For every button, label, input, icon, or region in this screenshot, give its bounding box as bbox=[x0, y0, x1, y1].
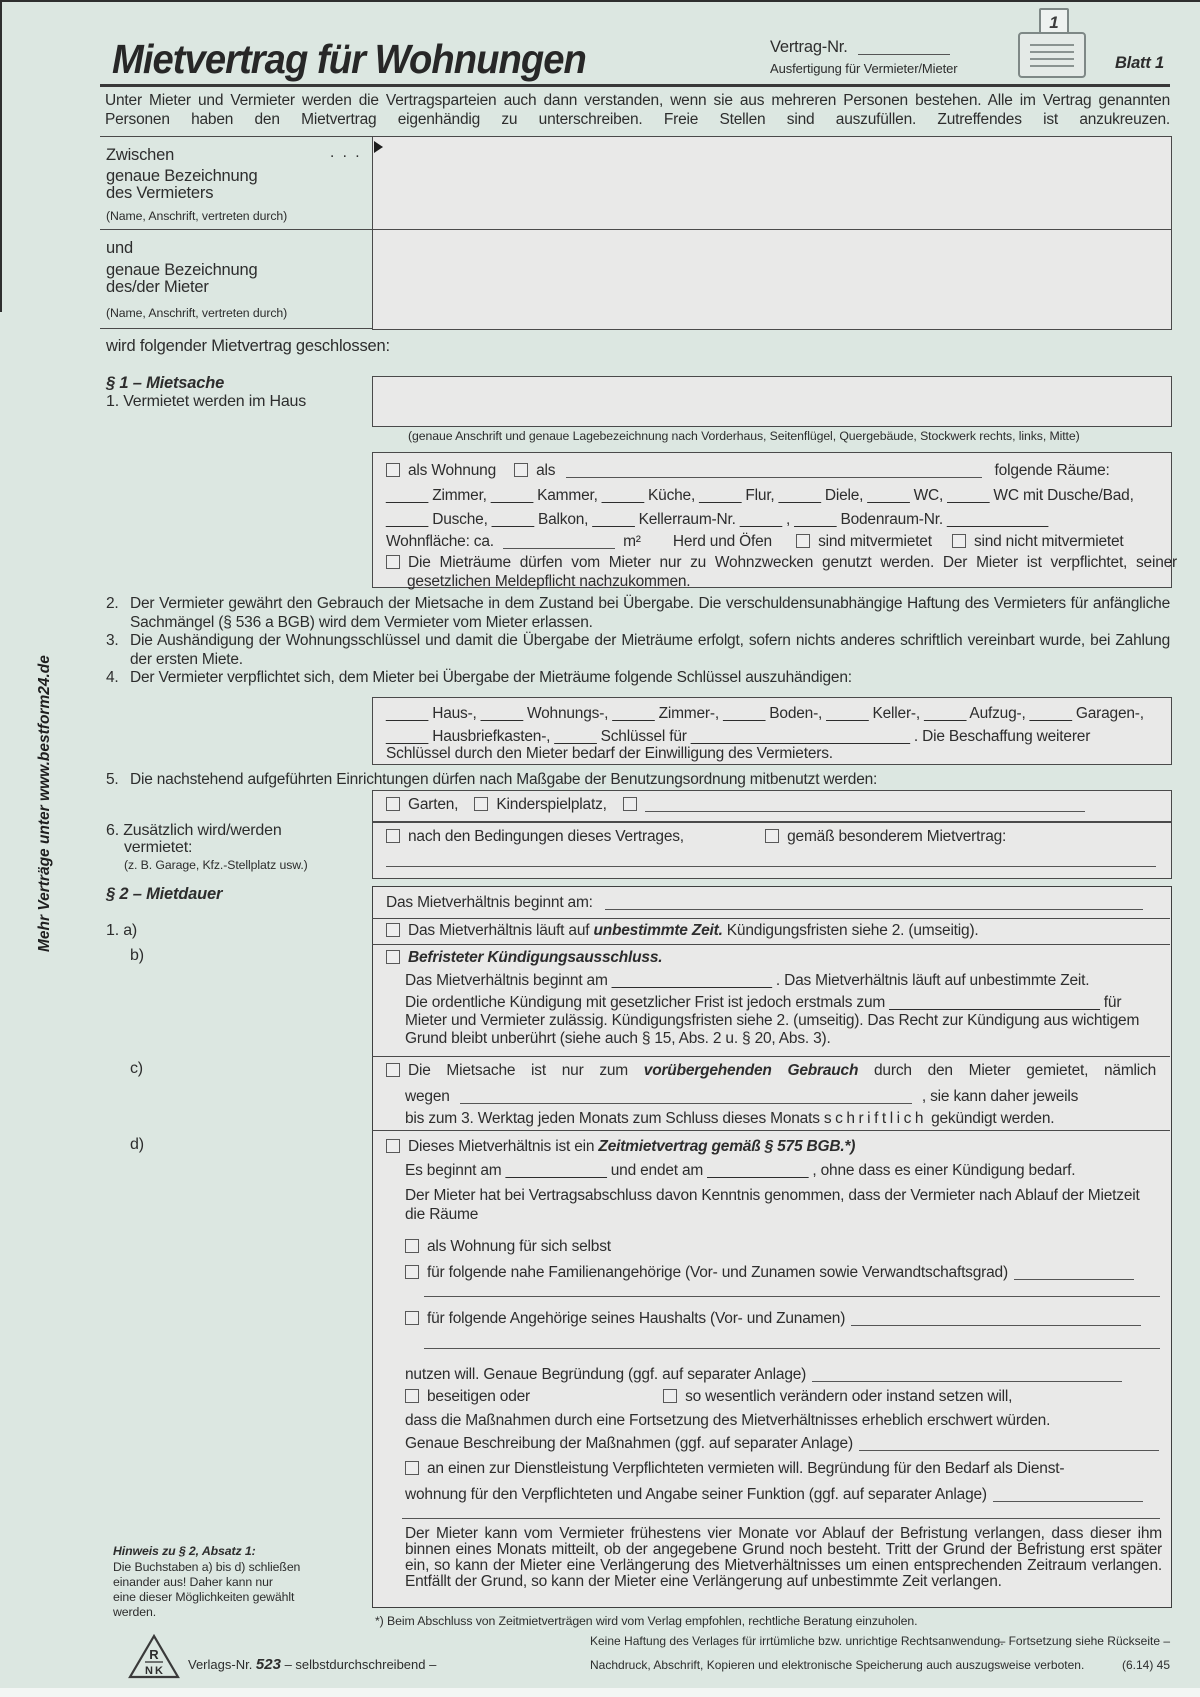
verlag-pre: Verlags-Nr. bbox=[188, 1657, 256, 1672]
p3-number: 3. bbox=[106, 632, 119, 649]
blank-field[interactable] bbox=[859, 1438, 1159, 1451]
mieter-hint: (Name, Anschrift, vertreten durch) bbox=[106, 306, 288, 320]
c-pre: Die Mietsache ist nur zum bbox=[408, 1062, 644, 1079]
mitvermietet-label: sind mitvermietet bbox=[818, 533, 932, 550]
als-label: als bbox=[536, 462, 556, 479]
b-paragraph: Die ordentliche Kündigung mit gesetzlicher Frist ist jedoch erstmals zum _________________________ für Mieter und Vermieter zulässig. Kündigungsfristen siehe 2. (umseitig). Das Recht zur Kündigung aus wichtigem Grund bleibt unberührt (siehe auch § 15, Abs. 2 u. § 20, Abs. 3). bbox=[405, 994, 1140, 1047]
rooms-line4 bbox=[386, 533, 1124, 552]
option-c-label: c) bbox=[130, 1060, 143, 1077]
d-cb5-label: so wesentlich verändern oder instand setzen will, bbox=[685, 1388, 1013, 1405]
p2-text: Der Vermieter gewährt den Gebrauch der Mietsache in dem Zustand bei Übergabe. Die verschuldensunabhängige Haftung des Vermieters für anfängliche Sachmängel (§ 536 a BGB) wird dem Vermieter vom Mieter erlassen. bbox=[130, 595, 1170, 631]
d-bold: Zeitmietvertrag gemäß § 575 BGB.*) bbox=[598, 1138, 856, 1155]
dots-label: . . . bbox=[330, 144, 362, 161]
hinweis-title: Hinweis zu § 2, Absatz 1: bbox=[113, 1544, 256, 1558]
haftung-text: Keine Haftung des Verlages für irrtümliche bzw. unrichtige Rechtsanwendung. bbox=[590, 1634, 1004, 1648]
c-line2-post: , sie kann daher jeweils bbox=[921, 1088, 1079, 1105]
d-option3-row bbox=[405, 1310, 1141, 1329]
blank-field[interactable] bbox=[386, 866, 1156, 867]
blatt-label: Blatt 1 bbox=[1114, 54, 1164, 72]
checkbox-icon[interactable] bbox=[386, 797, 400, 811]
section-divider bbox=[100, 229, 372, 230]
und-label: und bbox=[106, 239, 133, 257]
garten-label: Garten, bbox=[408, 796, 459, 813]
vermieter-input-box[interactable] bbox=[372, 136, 1172, 231]
vertrag-nr-field[interactable] bbox=[858, 42, 950, 55]
blank-field[interactable] bbox=[812, 1369, 1122, 1382]
checkbox-icon[interactable] bbox=[386, 923, 400, 937]
blank-field[interactable] bbox=[1014, 1267, 1134, 1280]
a-post: Kündigungsfristen siehe 2. (umseitig). bbox=[722, 922, 979, 939]
checkbox-icon[interactable] bbox=[765, 829, 779, 843]
blank-field[interactable] bbox=[851, 1313, 1141, 1326]
c-line3 bbox=[405, 1110, 1054, 1129]
c-line3-post: gekündigt werden. bbox=[926, 1110, 1055, 1127]
d-line2: Der Mieter hat bei Vertragsabschluss davon Kenntnis genommen, dass der Vermieter nach Ablauf der Mietzeit die Räume bbox=[405, 1187, 1140, 1223]
verlag-row bbox=[188, 1656, 436, 1673]
item6-label-line1: 6. Zusätzlich wird/werden bbox=[106, 822, 282, 839]
verlag-post: – selbstdurchschreibend – bbox=[280, 1657, 437, 1672]
p5-text: Die nachstehend aufgeführten Einrichtungen dürfen nach Maßgabe der Benutzungsordnung mitbenutzt werden: bbox=[130, 771, 878, 788]
checkbox-icon[interactable] bbox=[405, 1239, 419, 1253]
d-option4 bbox=[405, 1388, 659, 1407]
printer-line-icon bbox=[1030, 51, 1074, 53]
option-d-heading-row bbox=[386, 1138, 855, 1157]
rooms-line5 bbox=[386, 554, 1177, 591]
option-b-label: b) bbox=[130, 947, 144, 964]
folgende-raeume-label: folgende Räume: bbox=[994, 462, 1110, 479]
svg-text:NK: NK bbox=[145, 1665, 165, 1677]
mieter-label-line1: genaue Bezeichnung bbox=[106, 261, 258, 279]
d-line3-row bbox=[405, 1366, 1122, 1385]
beginn-row bbox=[386, 894, 1143, 913]
printer-line-icon bbox=[1030, 58, 1074, 60]
copy-number: 1 bbox=[1049, 13, 1059, 32]
option-d-label: d) bbox=[130, 1136, 144, 1153]
arrow-marker-icon bbox=[374, 141, 383, 153]
vermieter-hint: (Name, Anschrift, vertreten durch) bbox=[106, 209, 288, 223]
checkbox-icon[interactable] bbox=[796, 534, 810, 548]
checkbox-icon[interactable] bbox=[474, 797, 488, 811]
garten-line bbox=[386, 796, 1085, 815]
p3-text: Die Aushändigung der Wohnungsschlüssel und damit die Übergabe der Mieträume erfolgt, sofern nichts anderes schriftlich vereinbart wurde, bei Zahlung der ersten Miete. bbox=[130, 632, 1170, 668]
option-b-heading-row bbox=[386, 949, 662, 968]
hinweis-line: einander aus! Daher kann nur bbox=[113, 1575, 273, 1589]
checkbox-icon[interactable] bbox=[386, 1139, 400, 1153]
checkbox-icon[interactable] bbox=[405, 1265, 419, 1279]
d-pre: Dieses Mietverhältnis ist ein bbox=[408, 1138, 599, 1155]
blank-field[interactable] bbox=[645, 799, 1085, 812]
nachdruck-text: Nachdruck, Abschrift, Kopieren und elektronische Speicherung auch auszugsweise verboten. bbox=[590, 1658, 1085, 1672]
item6-hint: (z. B. Garage, Kfz.-Stellplatz usw.) bbox=[124, 858, 308, 872]
header-rule bbox=[100, 84, 1170, 87]
svg-text:R: R bbox=[149, 1647, 159, 1662]
printer-line-icon bbox=[1030, 65, 1074, 67]
checkbox-icon[interactable] bbox=[386, 463, 400, 477]
p4-text: Der Vermieter verpflichtet sich, dem Mieter bei Übergabe der Mieträume folgende Schlüssel auszuhändigen: bbox=[130, 669, 852, 686]
footnote-text: *) Beim Abschluss von Zeitmietverträgen wird vom Verlag empfohlen, rechtliche Beratung einzuholen. bbox=[375, 1614, 918, 1628]
edition-code: (6.14) 45 bbox=[1121, 1658, 1170, 1672]
d-cb6-line1-label: an einen zur Dienstleistung Verpflichteten vermieten will. Begründung für den Bedarf als Dienst- bbox=[427, 1460, 1065, 1477]
d-line3-label: nutzen will. Genaue Begründung (ggf. auf separater Anlage) bbox=[405, 1366, 807, 1383]
checkbox-icon[interactable] bbox=[386, 1063, 400, 1077]
rnk-logo bbox=[128, 1634, 180, 1680]
item1-label: 1. Vermietet werden im Haus bbox=[106, 393, 307, 410]
p5-number: 5. bbox=[106, 771, 119, 788]
mieter-input-box[interactable] bbox=[372, 229, 1172, 330]
vermieter-label-line2: des Vermieters bbox=[106, 184, 214, 202]
d-line5-row bbox=[405, 1435, 1159, 1454]
d-cb2-label: für folgende nahe Familienangehörige (Vor- und Zunamen sowie Verwandtschaftsgrad) bbox=[427, 1264, 1008, 1281]
option-c-row bbox=[386, 1062, 1156, 1081]
hinweis-line: werden. bbox=[113, 1605, 157, 1619]
blank-field[interactable] bbox=[402, 1518, 1160, 1519]
d-cb6-line2-label: wohnung für den Verpflichteten und Angabe seiner Funktion (ggf. auf separater Anlage) bbox=[405, 1486, 987, 1503]
checkbox-icon[interactable] bbox=[386, 555, 400, 569]
verlag-number: 523 bbox=[255, 1656, 281, 1673]
zwischen-label: Zwischen bbox=[106, 146, 175, 164]
a-bold: unbestimmte Zeit. bbox=[593, 922, 723, 939]
blank-field[interactable] bbox=[993, 1489, 1143, 1502]
vermieter-label-line1: genaue Bezeichnung bbox=[106, 167, 258, 185]
option-a-label: 1. a) bbox=[106, 922, 138, 939]
item6-label-line2: vermietet: bbox=[124, 839, 193, 856]
b-heading: Befristeter Kündigungsausschluss. bbox=[408, 949, 663, 966]
house-caption: (genaue Anschrift und genaue Lagebezeichnung nach Vorderhaus, Seitenflügel, Quergebäude, Stockwerk rechts, links, Mitte) bbox=[408, 429, 1080, 443]
copy-page-icon bbox=[1018, 8, 1088, 78]
zusatz-line bbox=[386, 828, 1006, 847]
beginn-date-field[interactable] bbox=[605, 897, 1143, 910]
d-paragraph: Der Mieter kann vom Vermieter frühestens vier Monate vor Ablauf der Befristung verlangen, dass dieser ihm binnen eines Monats mitteilt, ob der angegebene Grund noch besteht. Tritt der Grund der Befristung erst später ein, so kann der Mieter eine Verlängerung des Mietverhältnisses um einen entsprechenden Zeitraum verlangen. Entfällt der Grund, so kann der Mieter eine Verlängerung auf unbestimmte Zeit verlangen. bbox=[405, 1525, 1162, 1590]
besonderer-mietvertrag-label: gemäß besonderem Mietvertrag: bbox=[787, 828, 1007, 845]
als-wohnung-label: als Wohnung bbox=[408, 462, 496, 479]
mieter-label-line2: des/der Mieter bbox=[106, 278, 209, 296]
keys-line1: _____ Haus-, _____ Wohnungs-, _____ Zimmer-, _____ Boden-, _____ Keller-, _____ Aufzug-, _____ Garagen-, bbox=[386, 705, 1144, 722]
section-divider bbox=[100, 328, 372, 329]
page-title: Mietvertrag für Wohnungen bbox=[112, 36, 586, 82]
vertrag-nr-row bbox=[770, 38, 950, 57]
blank-field[interactable] bbox=[566, 465, 982, 478]
wohnflaeche-label: Wohnfläche: ca. bbox=[386, 533, 494, 550]
printer-line-icon bbox=[1030, 44, 1074, 46]
intro-text: Unter Mieter und Vermieter werden die Vertragsparteien auch dann verstanden, wenn sie aus mehreren Personen bestehen. Alle im Vertrag genannten Personen haben den Mietvertrag eigenhändig zu unterschreiben. Freie Stellen sind auszufüllen. Zutreffendes ist anzukreuzen. bbox=[105, 92, 1170, 128]
checkbox-icon[interactable] bbox=[514, 463, 528, 477]
herd-label: Herd und Öfen bbox=[672, 533, 772, 550]
wegen-label: wegen bbox=[405, 1088, 450, 1105]
nicht-mitvermietet-label: sind nicht mitvermietet bbox=[973, 533, 1124, 550]
margin-vertical-text: Mehr Verträge unter www.bestform24.de bbox=[36, 655, 53, 952]
d-option2-row bbox=[405, 1264, 1134, 1283]
d-line5-label: Genaue Beschreibung der Maßnahmen (ggf. auf separater Anlage) bbox=[405, 1435, 853, 1452]
d-option6-row2 bbox=[405, 1486, 1143, 1505]
section-divider bbox=[372, 1056, 1170, 1057]
kinderspielplatz-label: Kinderspielplatz, bbox=[496, 796, 607, 813]
p4-number: 4. bbox=[106, 669, 119, 686]
rooms-line1 bbox=[386, 462, 1110, 481]
d-option6-row bbox=[405, 1460, 1064, 1479]
house-address-box[interactable] bbox=[372, 376, 1172, 427]
ausfertigung-label: Ausfertigung für Vermieter/Mieter bbox=[770, 61, 958, 76]
checkbox-icon[interactable] bbox=[952, 534, 966, 548]
checkbox-icon[interactable] bbox=[405, 1461, 419, 1475]
wohnzwecke-label: Die Mieträume dürfen vom Mieter nur zu Wohnzwecken genutzt werden. Der Mieter ist verpflichtet, seiner gesetzlichen Meldepflicht nachzukommen. bbox=[407, 554, 1177, 590]
c-line2 bbox=[405, 1088, 1078, 1107]
d-option45-row bbox=[405, 1388, 1012, 1407]
d-cb3-label: für folgende Angehörige seines Haushalts (Vor- und Zunamen) bbox=[427, 1310, 846, 1327]
closing-clause: wird folgender Mietvertrag geschlossen: bbox=[106, 337, 390, 355]
c-post: durch den Mieter gemietet, nämlich bbox=[858, 1062, 1156, 1079]
checkbox-icon[interactable] bbox=[663, 1389, 677, 1403]
page-edge-top bbox=[0, 0, 1200, 2]
hinweis-line: eine dieser Möglichkeiten gewählt bbox=[113, 1590, 295, 1604]
option-a-row bbox=[386, 922, 979, 941]
a-pre: Das Mietverhältnis läuft auf bbox=[408, 922, 594, 939]
c-bold: vorübergehenden Gebrauch bbox=[643, 1062, 859, 1079]
d-line4: dass die Maßnahmen durch eine Fortsetzung des Mietverhältnisses erheblich erschwert würden. bbox=[405, 1412, 1051, 1429]
checkbox-icon[interactable] bbox=[386, 950, 400, 964]
checkbox-icon[interactable] bbox=[405, 1389, 419, 1403]
d-line1: Es beginnt am ____________ und endet am ____________ , ohne dass es einer Kündigung bedarf. bbox=[405, 1162, 1076, 1179]
blank-field[interactable] bbox=[503, 536, 615, 549]
section-divider bbox=[372, 918, 1170, 919]
beginn-label: Das Mietverhältnis beginnt am: bbox=[386, 894, 593, 911]
section-divider bbox=[372, 1130, 1170, 1131]
rooms-line3: _____ Dusche, _____ Balkon, _____ Kellerraum-Nr. _____ , _____ Bodenraum-Nr. ____________ bbox=[386, 511, 1049, 528]
checkbox-icon[interactable] bbox=[623, 797, 637, 811]
checkbox-icon[interactable] bbox=[405, 1311, 419, 1325]
blank-field[interactable] bbox=[424, 1348, 1160, 1349]
m2-label: m² bbox=[623, 533, 641, 550]
blank-field[interactable] bbox=[424, 1296, 1160, 1297]
vertrag-nr-label: Vertrag-Nr. bbox=[770, 38, 848, 56]
c-line3-pre: bis zum 3. Werktag jeden Monats zum Schluss dieses Monats bbox=[405, 1110, 824, 1127]
b-line1: Das Mietverhältnis beginnt am ___________________ . Das Mietverhältnis läuft auf unbestimmte Zeit. bbox=[405, 972, 1090, 989]
d-cb1-label: als Wohnung für sich selbst bbox=[427, 1238, 611, 1255]
rooms-line2: _____ Zimmer, _____ Kammer, _____ Küche, _____ Flur, _____ Diele, _____ WC, _____ WC mit Dusche/Bad, bbox=[386, 487, 1134, 504]
section-divider bbox=[100, 136, 372, 137]
p2-number: 2. bbox=[106, 595, 119, 612]
blank-field[interactable] bbox=[460, 1091, 912, 1104]
section1-heading: § 1 – Mietsache bbox=[106, 374, 225, 392]
hinweis-line: Die Buchstaben a) bis d) schließen bbox=[113, 1560, 301, 1574]
keys-line3: Schlüssel durch den Mieter bedarf der Einwilligung des Vermieters. bbox=[386, 745, 833, 762]
zusatz-option1 bbox=[386, 828, 761, 847]
d-option1-row bbox=[405, 1238, 611, 1257]
printer-icon bbox=[1018, 32, 1086, 78]
page-edge-left bbox=[0, 0, 2, 312]
fortsetzung-text: – Fortsetzung siehe Rückseite – bbox=[998, 1634, 1170, 1648]
bedingungen-label: nach den Bedingungen dieses Vertrages, bbox=[408, 828, 684, 845]
section2-heading: § 2 – Mietdauer bbox=[106, 885, 223, 903]
schriftlich-label: schriftlich bbox=[823, 1110, 927, 1127]
page-bottom-strip bbox=[0, 1688, 1200, 1697]
d-cb4-label: beseitigen oder bbox=[427, 1388, 530, 1405]
keys-line2: _____ Hausbriefkasten-, _____ Schlüssel für __________________________ . Die Beschaffung weiterer bbox=[386, 728, 1091, 745]
checkbox-icon[interactable] bbox=[386, 829, 400, 843]
section-divider bbox=[372, 944, 1170, 945]
